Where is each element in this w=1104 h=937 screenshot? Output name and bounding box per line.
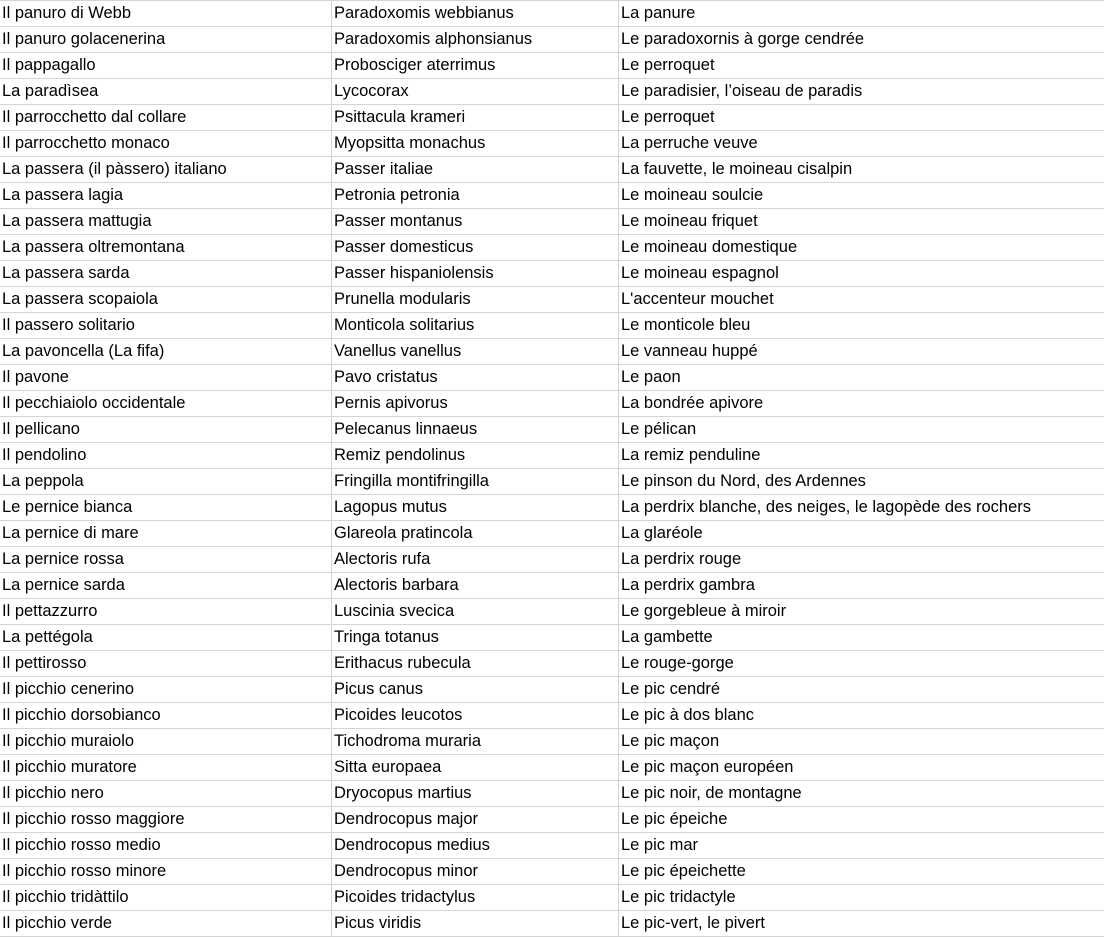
french-name-cell[interactable]: Le pic cendré <box>619 677 1104 703</box>
french-name-cell[interactable]: Le rouge-gorge <box>619 651 1104 677</box>
table-row <box>0 729 1104 755</box>
latin-name-cell[interactable]: Pavo cristatus <box>332 365 619 391</box>
latin-name-cell[interactable]: Vanellus vanellus <box>332 339 619 365</box>
italian-name-cell[interactable]: La passera scopaiola <box>0 287 332 313</box>
french-name-cell[interactable]: Le moineau friquet <box>619 209 1104 235</box>
italian-name-cell[interactable]: Il picchio verde <box>0 911 332 937</box>
italian-name-cell[interactable]: Il picchio rosso minore <box>0 859 332 885</box>
table-row <box>0 157 1104 183</box>
latin-name-cell[interactable]: Lagopus mutus <box>332 495 619 521</box>
italian-name-cell[interactable]: La pernice rossa <box>0 547 332 573</box>
latin-name-cell[interactable]: Passer italiae <box>332 157 619 183</box>
table-row <box>0 911 1104 937</box>
italian-name-cell[interactable]: Il panuro di Webb <box>0 1 332 27</box>
table-row <box>0 547 1104 573</box>
latin-name-cell[interactable]: Lycocorax <box>332 79 619 105</box>
french-name-cell[interactable]: Le paon <box>619 365 1104 391</box>
table-row <box>0 27 1104 53</box>
french-name-cell[interactable]: Le pinson du Nord, des Ardennes <box>619 469 1104 495</box>
latin-name-cell[interactable]: Petronia petronia <box>332 183 619 209</box>
latin-name-cell[interactable]: Probosciger aterrimus <box>332 53 619 79</box>
table-row <box>0 599 1104 625</box>
table-row <box>0 313 1104 339</box>
french-name-cell[interactable]: Le moineau soulcie <box>619 183 1104 209</box>
italian-name-cell[interactable]: Il pettirosso <box>0 651 332 677</box>
italian-name-cell[interactable]: Il picchio muraiolo <box>0 729 332 755</box>
table-row <box>0 261 1104 287</box>
italian-name-cell[interactable]: Il picchio nero <box>0 781 332 807</box>
latin-name-cell[interactable]: Picus viridis <box>332 911 619 937</box>
latin-name-cell[interactable]: Luscinia svecica <box>332 599 619 625</box>
french-name-cell[interactable]: La gambette <box>619 625 1104 651</box>
italian-name-cell[interactable]: Il parrocchetto monaco <box>0 131 332 157</box>
italian-name-cell[interactable]: Il pendolino <box>0 443 332 469</box>
french-name-cell[interactable]: La remiz penduline <box>619 443 1104 469</box>
french-name-cell[interactable]: La bondrée apivore <box>619 391 1104 417</box>
french-name-cell[interactable]: Le gorgebleue à miroir <box>619 599 1104 625</box>
french-name-cell[interactable]: Le pic mar <box>619 833 1104 859</box>
latin-name-cell[interactable]: Fringilla montifringilla <box>332 469 619 495</box>
french-name-cell[interactable]: La perdrix gambra <box>619 573 1104 599</box>
french-name-cell[interactable]: Le perroquet <box>619 53 1104 79</box>
french-name-cell[interactable]: La perdrix rouge <box>619 547 1104 573</box>
french-name-cell[interactable]: Le pic tridactyle <box>619 885 1104 911</box>
table-row <box>0 417 1104 443</box>
table-row <box>0 703 1104 729</box>
french-name-cell[interactable]: Le pic noir, de montagne <box>619 781 1104 807</box>
latin-name-cell[interactable]: Dryocopus martius <box>332 781 619 807</box>
italian-name-cell[interactable]: La passera lagia <box>0 183 332 209</box>
latin-name-cell[interactable]: Dendrocopus medius <box>332 833 619 859</box>
table-body <box>0 1 1104 937</box>
latin-name-cell[interactable]: Paradoxomis alphonsianus <box>332 27 619 53</box>
french-name-cell[interactable]: La perruche veuve <box>619 131 1104 157</box>
table-row <box>0 651 1104 677</box>
table-row <box>0 1 1104 27</box>
french-name-cell[interactable]: Le moineau domestique <box>619 235 1104 261</box>
table-row <box>0 625 1104 651</box>
french-name-cell[interactable]: Le pic-vert, le pivert <box>619 911 1104 937</box>
latin-name-cell[interactable]: Tichodroma muraria <box>332 729 619 755</box>
table-row <box>0 183 1104 209</box>
latin-name-cell[interactable]: Passer domesticus <box>332 235 619 261</box>
french-name-cell[interactable]: La fauvette, le moineau cisalpin <box>619 157 1104 183</box>
table-row <box>0 573 1104 599</box>
italian-name-cell[interactable]: Il picchio rosso maggiore <box>0 807 332 833</box>
latin-name-cell[interactable]: Prunella modularis <box>332 287 619 313</box>
table-row <box>0 833 1104 859</box>
latin-name-cell[interactable]: Glareola pratincola <box>332 521 619 547</box>
table-row <box>0 807 1104 833</box>
latin-name-cell[interactable]: Psittacula krameri <box>332 105 619 131</box>
latin-name-cell[interactable]: Myopsitta monachus <box>332 131 619 157</box>
italian-name-cell[interactable]: La peppola <box>0 469 332 495</box>
latin-name-cell[interactable]: Monticola solitarius <box>332 313 619 339</box>
french-name-cell[interactable]: Le paradisier, l’oiseau de paradis <box>619 79 1104 105</box>
table-row <box>0 885 1104 911</box>
italian-name-cell[interactable]: La passera sarda <box>0 261 332 287</box>
italian-name-cell[interactable]: Il parrocchetto dal collare <box>0 105 332 131</box>
latin-name-cell[interactable]: Passer montanus <box>332 209 619 235</box>
italian-name-cell[interactable]: Il picchio tridàttilo <box>0 885 332 911</box>
latin-name-cell[interactable]: Pelecanus linnaeus <box>332 417 619 443</box>
italian-name-cell[interactable]: La pernice di mare <box>0 521 332 547</box>
latin-name-cell[interactable]: Dendrocopus major <box>332 807 619 833</box>
french-name-cell[interactable]: Le vanneau huppé <box>619 339 1104 365</box>
italian-name-cell[interactable]: Il pecchiaiolo occidentale <box>0 391 332 417</box>
french-name-cell[interactable]: Le pélican <box>619 417 1104 443</box>
italian-name-cell[interactable]: Il pellicano <box>0 417 332 443</box>
french-name-cell[interactable]: Le monticole bleu <box>619 313 1104 339</box>
italian-name-cell[interactable]: Il picchio rosso medio <box>0 833 332 859</box>
latin-name-cell[interactable]: Paradoxomis webbianus <box>332 1 619 27</box>
latin-name-cell[interactable]: Alectoris barbara <box>332 573 619 599</box>
table-row <box>0 859 1104 885</box>
table-row <box>0 131 1104 157</box>
french-name-cell[interactable]: Le pic épeichette <box>619 859 1104 885</box>
table-row <box>0 391 1104 417</box>
italian-name-cell[interactable]: Le pernice bianca <box>0 495 332 521</box>
italian-name-cell[interactable]: Il picchio muratore <box>0 755 332 781</box>
table-row <box>0 365 1104 391</box>
table-row <box>0 287 1104 313</box>
table-row <box>0 53 1104 79</box>
italian-name-cell[interactable]: Il pavone <box>0 365 332 391</box>
italian-name-cell[interactable]: La pettégola <box>0 625 332 651</box>
table-row <box>0 495 1104 521</box>
table-row <box>0 105 1104 131</box>
latin-name-cell[interactable]: Sitta europaea <box>332 755 619 781</box>
french-name-cell[interactable]: Le pic épeiche <box>619 807 1104 833</box>
latin-name-cell[interactable]: Picoides tridactylus <box>332 885 619 911</box>
table-row <box>0 781 1104 807</box>
latin-name-cell[interactable]: Dendrocopus minor <box>332 859 619 885</box>
italian-name-cell[interactable]: La passera (il pàssero) italiano <box>0 157 332 183</box>
table-row <box>0 521 1104 547</box>
italian-name-cell[interactable]: Il panuro golacenerina <box>0 27 332 53</box>
italian-name-cell[interactable]: Il pappagallo <box>0 53 332 79</box>
table-row <box>0 209 1104 235</box>
french-name-cell[interactable]: Le paradoxornis à gorge cendrée <box>619 27 1104 53</box>
italian-name-cell[interactable]: Il passero solitario <box>0 313 332 339</box>
french-name-cell[interactable]: Le pic maçon <box>619 729 1104 755</box>
italian-name-cell[interactable]: La pernice sarda <box>0 573 332 599</box>
french-name-cell[interactable]: Le moineau espagnol <box>619 261 1104 287</box>
table-row <box>0 469 1104 495</box>
french-name-cell[interactable]: La panure <box>619 1 1104 27</box>
latin-name-cell[interactable]: Pernis apivorus <box>332 391 619 417</box>
latin-name-cell[interactable]: Picus canus <box>332 677 619 703</box>
french-name-cell[interactable]: Le perroquet <box>619 105 1104 131</box>
latin-name-cell[interactable]: Remiz pendolinus <box>332 443 619 469</box>
table-row <box>0 79 1104 105</box>
italian-name-cell[interactable]: La passera oltremontana <box>0 235 332 261</box>
italian-name-cell[interactable]: La pavoncella (La fifa) <box>0 339 332 365</box>
table-row <box>0 755 1104 781</box>
table-row <box>0 443 1104 469</box>
table-row <box>0 235 1104 261</box>
italian-name-cell[interactable]: La passera mattugia <box>0 209 332 235</box>
italian-name-cell[interactable]: Il picchio dorsobianco <box>0 703 332 729</box>
table-row <box>0 339 1104 365</box>
french-name-cell[interactable]: Le pic maçon européen <box>619 755 1104 781</box>
italian-name-cell[interactable]: Il picchio cenerino <box>0 677 332 703</box>
french-name-cell[interactable]: La glaréole <box>619 521 1104 547</box>
italian-name-cell[interactable]: Il pettazzurro <box>0 599 332 625</box>
french-name-cell[interactable]: La perdrix blanche, des neiges, le lagopède des rochers <box>619 495 1104 521</box>
latin-name-cell[interactable]: Erithacus rubecula <box>332 651 619 677</box>
french-name-cell[interactable]: L'accenteur mouchet <box>619 287 1104 313</box>
latin-name-cell[interactable]: Tringa totanus <box>332 625 619 651</box>
table-row <box>0 677 1104 703</box>
latin-name-cell[interactable]: Picoides leucotos <box>332 703 619 729</box>
latin-name-cell[interactable]: Alectoris rufa <box>332 547 619 573</box>
italian-name-cell[interactable]: La paradìsea <box>0 79 332 105</box>
latin-name-cell[interactable]: Passer hispaniolensis <box>332 261 619 287</box>
french-name-cell[interactable]: Le pic à dos blanc <box>619 703 1104 729</box>
